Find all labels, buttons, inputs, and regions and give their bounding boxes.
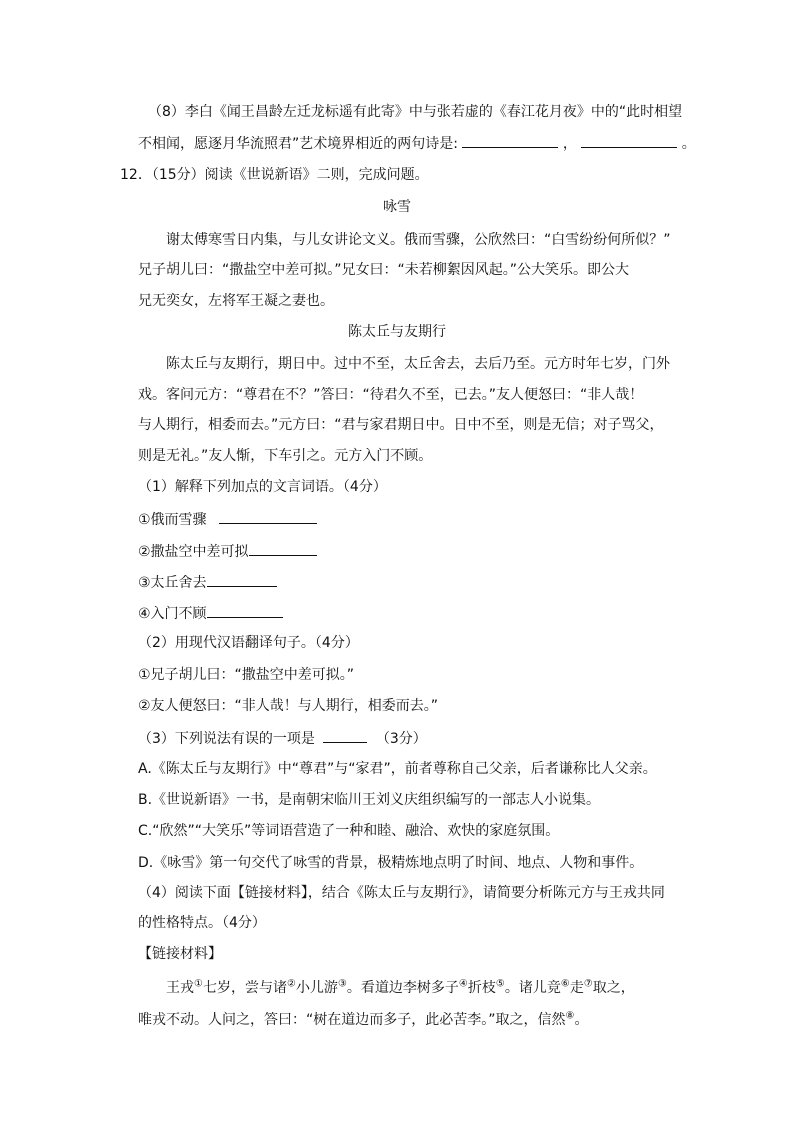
q8-period: 。 (681, 136, 696, 152)
sub1-prompt: （1）解释下列加点的文言词语。（4分） (138, 479, 387, 495)
link-text: 七岁，尝与诸 (202, 980, 287, 996)
sub1-item-label: ④入门不顾 (138, 606, 207, 622)
link-material-title: 【链接材料】 (138, 946, 222, 962)
sub1-item (138, 541, 317, 561)
link-material-line (166, 979, 635, 997)
link-text: 走 (569, 980, 584, 996)
sub3-score: （3分） (375, 731, 427, 747)
passage-2-line: 戏。客问元方：“尊君在不？”答曰：“待君久不至，已去。”友人便怒曰：“非人哉！ (138, 387, 644, 403)
sub3-prompt-text: （3）下列说法有误的一项是 (138, 731, 315, 747)
footnote-mark: ⑦ (583, 978, 593, 990)
sub3-option-d: D.《咏雪》第一句交代了咏雪的背景，极精炼地点明了时间、地点、人物和事件。 (138, 855, 644, 871)
passage-1-title: 咏雪 (383, 199, 411, 215)
footnote-mark: ① (194, 978, 203, 990)
footnote-mark: ⑤ (495, 978, 505, 990)
link-text: 折枝 (467, 980, 496, 996)
sub1-item (138, 603, 283, 623)
sub1-item-label: ③太丘舍去 (138, 575, 207, 591)
sub1-answer-blank[interactable] (249, 541, 317, 556)
footnote-mark: ⑥ (560, 978, 570, 990)
link-material-line (138, 1011, 588, 1029)
sub3-option-a: A.《陈太丘与友期行》中“尊君”与“家君”，前者尊称自己父亲，后者谦称比人父亲。 (138, 761, 657, 777)
footnote-mark: ④ (458, 978, 468, 990)
sub2-item: ②友人便怒曰：“非人哉！与人期行，相委而去。” (138, 698, 439, 714)
link-text: 。看道边李树多子 (346, 980, 459, 996)
passage-1-line: 兄子胡儿曰：“撒盐空中差可拟。”兄女曰：“未若柳絮因风起。”公大笑乐。即公大 (138, 262, 630, 278)
link-text: 取之， (592, 980, 635, 996)
q8-line-2 (138, 133, 696, 153)
sub1-answer-blank[interactable] (219, 509, 317, 524)
q12-header: 12．（15分）阅读《世说新语》二则，完成问题。 (120, 167, 429, 183)
q8-comma: ， (562, 136, 577, 152)
link-text: 。 (574, 1012, 589, 1028)
passage-2-line: 陈太丘与友期行，期日中。过中不至，太丘舍去，去后乃至。元方时年七岁，门外 (166, 356, 670, 372)
footnote-mark: ③ (337, 978, 347, 990)
sub1-item (138, 509, 317, 529)
sub3-option-b: B.《世说新语》一书，是南朝宋临川王刘义庆组织编写的一部志人小说集。 (138, 792, 601, 808)
footnote-mark: ⑧ (565, 1010, 575, 1022)
sub2-prompt: （2）用现代汉语翻译句子。（4分） (138, 635, 359, 651)
sub1-item-label: ②撒盐空中差可拟 (138, 544, 249, 560)
sub2-item: ①兄子胡儿曰：“撒盐空中差可拟。” (138, 667, 355, 683)
passage-2-line: 则是无礼。”友人惭，下车引之。元方入门不顾。 (138, 448, 433, 464)
q8-answer-blank-1[interactable] (462, 133, 558, 148)
sub1-item (138, 572, 277, 592)
q8-line-1: （8）李白《闻王昌龄左迁龙标遥有此寄》中与张若虚的《春江花月夜》中的“此时相望 (148, 104, 683, 120)
sub3-prompt (138, 728, 427, 748)
sub1-answer-blank[interactable] (207, 572, 277, 587)
link-text: 唯戎不动。人问之，答曰：“树在道边而多子，此必苦李。”取之，信然 (138, 1012, 566, 1028)
sub3-answer-blank[interactable] (323, 728, 367, 743)
link-text: 小儿游 (295, 980, 338, 996)
q8-line-2-text: 不相闻，愿逐月华流照君”艺术境界相近的两句诗是: (138, 136, 458, 152)
passage-1-line: 谢太傅寒雪日内集，与儿女讲论文义。俄而雪骤，公欣然曰：“白雪纷纷何所似？” (166, 232, 671, 248)
sub4-prompt-line: （4）阅读下面【链接材料】，结合《陈太丘与友期行》，请简要分析陈元方与王戎共同 (138, 885, 665, 901)
sub3-option-c: C.“欣然”“大笑乐”等词语营造了一种和睦、融洽、欢快的家庭氛围。 (138, 823, 560, 839)
sub1-answer-blank[interactable] (207, 603, 283, 618)
passage-1-line: 兄无奕女，左将军王凝之妻也。 (138, 293, 334, 309)
sub4-prompt-line: 的性格特点。（4分） (138, 915, 266, 931)
footnote-mark: ② (286, 978, 296, 990)
sub1-item-label: ①俄而雪骤 (138, 512, 207, 528)
passage-2-line: 与人期行，相委而去。”元方曰：“君与家君期日中。日中不至，则是无信；对子骂父， (138, 417, 664, 433)
passage-2-title: 陈太丘与友期行 (348, 324, 446, 340)
q8-answer-blank-2[interactable] (581, 133, 677, 148)
link-text: 王戎 (166, 980, 194, 996)
link-text: 。诸儿竞 (504, 980, 561, 996)
